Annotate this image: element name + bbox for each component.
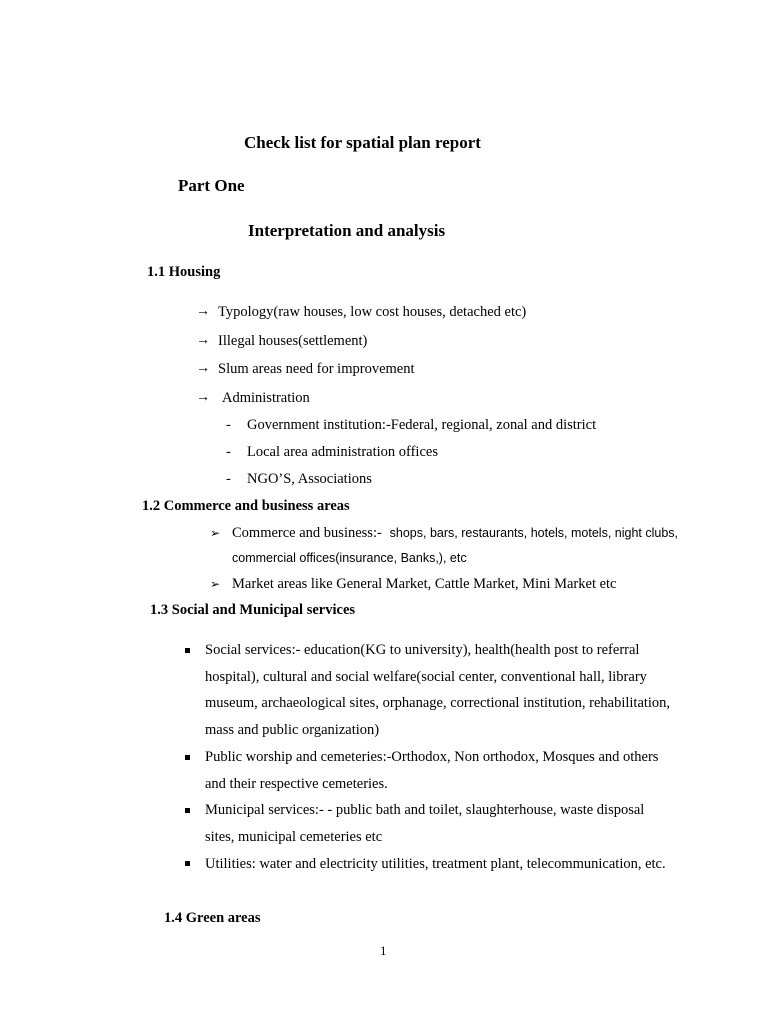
housing-item: Administration bbox=[222, 390, 310, 406]
square-bullet-icon bbox=[185, 861, 190, 866]
dash-bullet-icon: - bbox=[226, 444, 231, 460]
social-bullet-item: Utilities: water and electricity utilities, treatment plant, telecommunication, etc. bbox=[205, 856, 666, 872]
administration-subitem: Government institution:-Federal, regional, zonal and district bbox=[247, 417, 597, 433]
section-heading-housing: 1.1 Housing bbox=[147, 264, 221, 280]
commerce-item-lead: Commerce and business:- bbox=[232, 525, 382, 541]
arrow-bullet-icon: → bbox=[196, 361, 210, 376]
dash-bullet-icon: - bbox=[226, 417, 231, 433]
page-number: 1 bbox=[380, 943, 387, 958]
social-bullet-item: Social services:- education(KG to university), health(health post to referral hospital), cultural and social welfare(social center, conventional hall, library museum, archaeological sites, orphanage, correctional institution, rehabilitation, mass and public organization) bbox=[205, 642, 671, 739]
document-title: Check list for spatial plan report bbox=[244, 133, 481, 152]
social-bullet-item: Municipal services:- - public bath and toilet, slaughterhouse, waste disposal sites, municipal cemeteries etc bbox=[205, 802, 645, 845]
administration-subitem: Local area administration offices bbox=[247, 444, 438, 460]
section-heading-social: 1.3 Social and Municipal services bbox=[150, 602, 356, 618]
administration-subitem: NGO’S, Associations bbox=[247, 471, 372, 487]
section-heading-green: 1.4 Green areas bbox=[164, 910, 261, 926]
commerce-item: Market areas like General Market, Cattle Market, Mini Market etc bbox=[232, 576, 617, 592]
housing-item: Slum areas need for improvement bbox=[218, 361, 415, 377]
commerce-item-line2: commercial offices(insurance, Banks,), etc bbox=[232, 551, 467, 565]
check-bullet-icon: ➢ bbox=[210, 526, 221, 540]
arrow-bullet-icon: → bbox=[196, 390, 210, 405]
social-bullet-item: Public worship and cemeteries:-Orthodox, Non orthodox, Mosques and others and their respective cemeteries. bbox=[205, 749, 659, 792]
part-heading: Part One bbox=[178, 176, 245, 195]
arrow-bullet-icon: → bbox=[196, 333, 210, 348]
commerce-item-line1 bbox=[232, 525, 678, 542]
housing-item: Illegal houses(settlement) bbox=[218, 333, 368, 349]
dash-bullet-icon: - bbox=[226, 471, 231, 487]
square-bullet-icon bbox=[185, 648, 190, 653]
square-bullet-icon bbox=[185, 755, 190, 760]
arrow-bullet-icon: → bbox=[196, 304, 210, 319]
square-bullet-icon bbox=[185, 808, 190, 813]
commerce-item-text: shops, bars, restaurants, hotels, motels, night clubs, bbox=[389, 526, 678, 540]
housing-item: Typology(raw houses, low cost houses, detached etc) bbox=[218, 304, 527, 320]
check-bullet-icon: ➢ bbox=[210, 577, 221, 591]
subtitle-heading: Interpretation and analysis bbox=[248, 221, 446, 240]
section-heading-commerce: 1.2 Commerce and business areas bbox=[142, 498, 350, 514]
